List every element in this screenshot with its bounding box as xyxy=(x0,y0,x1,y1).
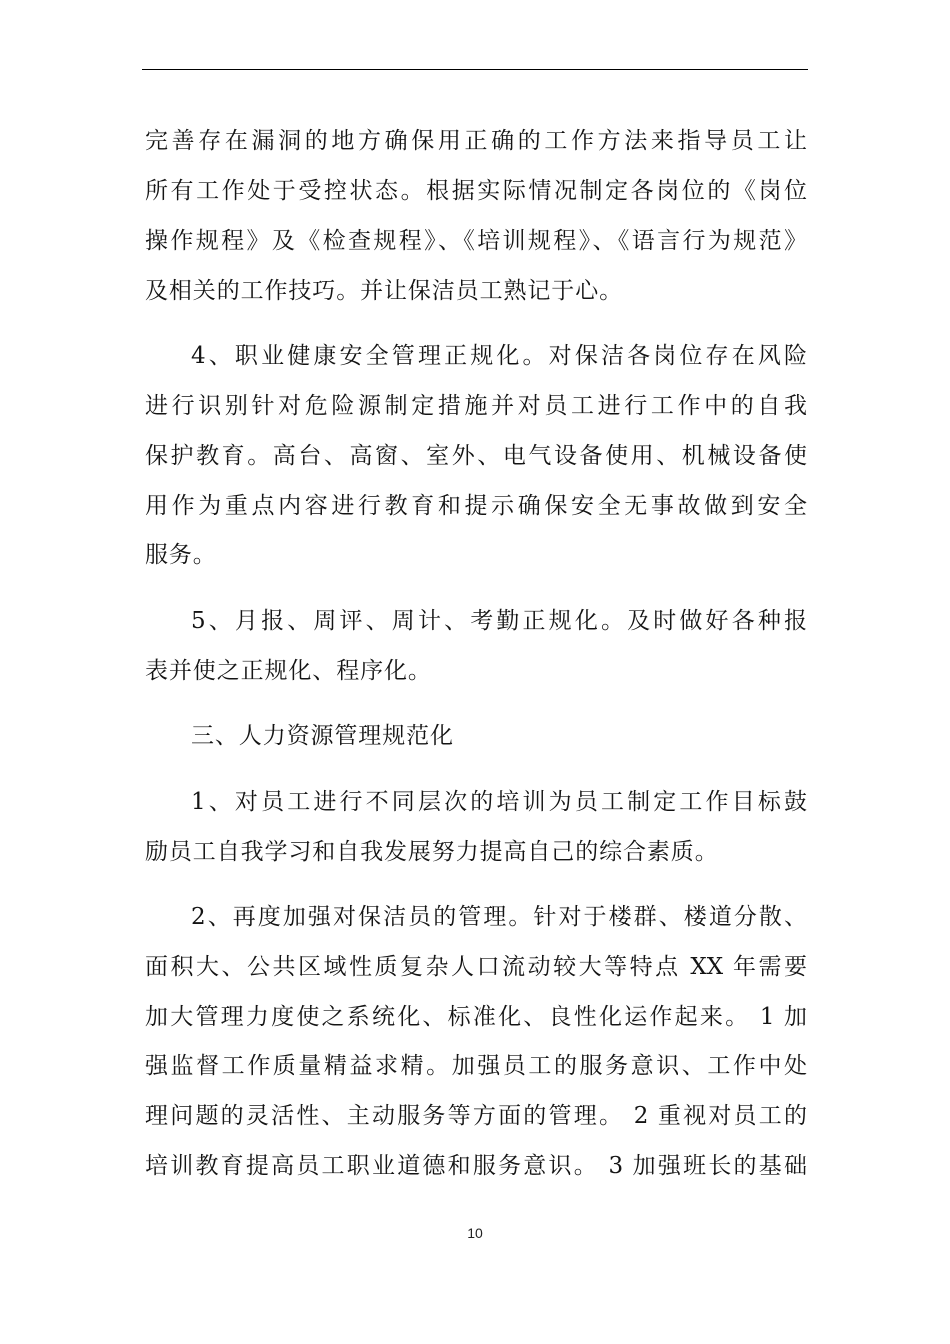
section-heading: 三、人力资源管理规范化 xyxy=(191,723,454,749)
page-number: 10 xyxy=(467,1225,483,1241)
text-line: 2、再度加强对保洁员的管理。针对于楼群、楼道分散、 xyxy=(191,904,807,930)
text-line: 服务。 xyxy=(145,542,217,568)
text-line: 进行识别针对危险源制定措施并对员工进行工作中的自我 xyxy=(145,393,807,419)
header-rule xyxy=(142,69,808,70)
text-line: 及相关的工作技巧。并让保洁员工熟记于心。 xyxy=(145,278,623,304)
text-line: 保护教育。高台、高窗、室外、电气设备使用、机械设备使 xyxy=(145,443,807,469)
text-line: 面积大、公共区域性质复杂人口流动较大等特点 XX 年需要 xyxy=(145,954,807,980)
text-line: 完善存在漏洞的地方确保用正确的工作方法来指导员工让 xyxy=(145,128,807,154)
text-line: 4、职业健康安全管理正规化。对保洁各岗位存在风险 xyxy=(191,343,807,369)
text-line: 理问题的灵活性、主动服务等方面的管理。 2 重视对员工的 xyxy=(145,1103,807,1129)
text-line: 用作为重点内容进行教育和提示确保安全无事故做到安全 xyxy=(145,493,807,519)
text-line: 5、月报、周评、周计、考勤正规化。及时做好各种报 xyxy=(191,608,807,634)
text-line: 加大管理力度使之系统化、标准化、良性化运作起来。 1 加 xyxy=(145,1004,807,1030)
text-line: 所有工作处于受控状态。根据实际情况制定各岗位的《岗位 xyxy=(145,178,807,204)
text-line: 强监督工作质量精益求精。加强员工的服务意识、工作中处 xyxy=(145,1053,807,1079)
text-line: 励员工自我学习和自我发展努力提高自己的综合素质。 xyxy=(145,839,719,865)
text-line: 培训教育提高员工职业道德和服务意识。 3 加强班长的基础 xyxy=(145,1153,807,1179)
text-line: 1、对员工进行不同层次的培训为员工制定工作目标鼓 xyxy=(191,789,807,815)
text-line: 表并使之正规化、程序化。 xyxy=(145,658,432,684)
text-line: 操作规程》及《检查规程》、《培训规程》、《语言行为规范》 xyxy=(145,228,807,254)
